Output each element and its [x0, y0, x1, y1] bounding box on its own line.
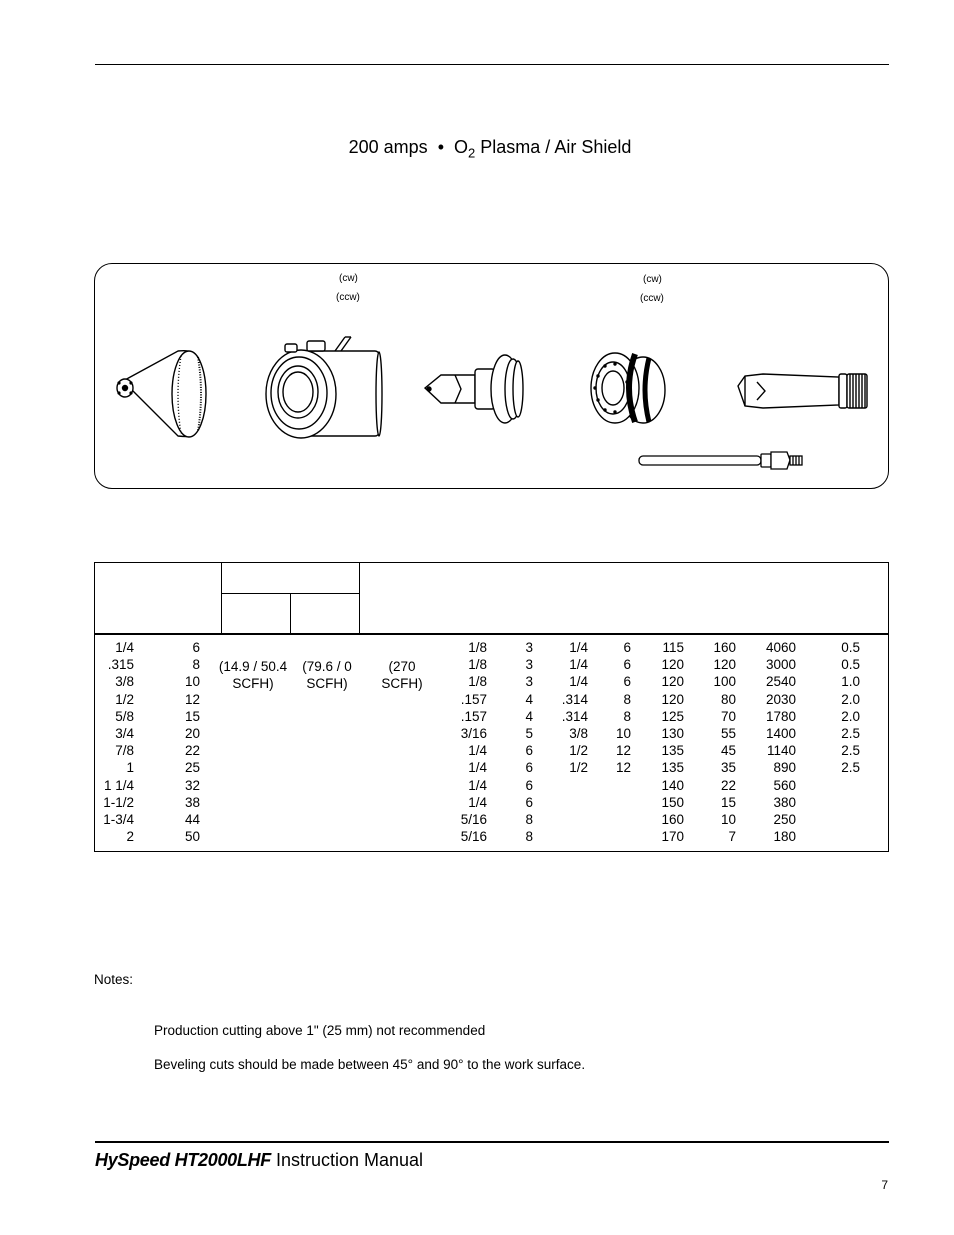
cell-arc-voltage: 160	[661, 812, 684, 827]
flow-note: (270 SCFH)	[381, 659, 423, 691]
cell-standoff-mm: 4	[525, 691, 533, 707]
table-row	[95, 743, 888, 760]
cell-arc-voltage: 150	[661, 794, 684, 810]
cell-standoff-in: 1/8	[468, 657, 487, 673]
cell-thickness-in: .315	[107, 657, 134, 673]
cell-distance-mm: 6	[623, 640, 631, 655]
table-row	[95, 829, 888, 846]
cell-standoff-in: 1/4	[468, 777, 487, 793]
cell-pierce-delay: 0.5	[841, 657, 860, 673]
cell-speed: 15	[720, 794, 736, 810]
cell-standoff-mm: 6	[525, 794, 533, 810]
table-row	[95, 778, 888, 795]
table-divider	[221, 593, 359, 594]
cell-thickness-in: 2	[126, 829, 134, 845]
cell-speed: 160	[713, 640, 736, 655]
cell-thickness-in: 1-3/4	[103, 812, 134, 827]
cell-standoff-in: .157	[460, 691, 487, 707]
cell-speed-mm: 1400	[765, 726, 796, 741]
cell-speed-mm: 890	[773, 760, 796, 776]
table-row	[95, 812, 888, 829]
shield-icon	[117, 351, 206, 437]
cell-arc-voltage: 130	[661, 726, 684, 741]
cell-pierce-delay: 0.5	[841, 640, 860, 655]
cell-speed: 45	[720, 743, 736, 759]
cell-standoff-in: 1/8	[468, 674, 487, 690]
header-rule	[95, 633, 888, 635]
table-divider	[290, 594, 291, 633]
cell-speed: 22	[720, 777, 736, 793]
cell-distance-mm: 8	[623, 691, 631, 707]
cell-thickness-in: 5/8	[115, 708, 134, 724]
cell-standoff-mm: 8	[525, 812, 533, 827]
cell-standoff-mm: 3	[525, 640, 533, 655]
note-item: Beveling cuts should be made between 45° and 90° to the work surface.	[154, 1057, 586, 1072]
footer-title	[95, 1150, 423, 1171]
page-number: 7	[881, 1178, 888, 1192]
water-tube-icon	[639, 452, 802, 469]
cell-pierce-delay: 1.0	[841, 674, 860, 690]
flow-note: (14.9 / 50.4 SCFH)	[218, 659, 288, 691]
cell-standoff-mm: 6	[525, 760, 533, 776]
cell-thickness-in: 1-1/2	[103, 794, 134, 810]
cell-standoff-mm: 8	[525, 829, 533, 845]
cell-arc-voltage: 115	[662, 640, 684, 655]
cell-pierce-delay: 2.0	[841, 691, 860, 707]
cell-thickness-in: 3/8	[115, 674, 134, 690]
table-divider	[221, 563, 222, 633]
rotation-label-ccw: (ccw)	[336, 292, 360, 303]
cell-thickness-mm: 12	[184, 691, 200, 707]
cell-speed-mm: 2030	[765, 691, 796, 707]
cell-thickness-in: 7/8	[115, 743, 134, 759]
cell-distance-in: 1/4	[569, 657, 588, 673]
cell-speed-mm: 180	[773, 829, 796, 845]
cell-standoff-in: 1/4	[468, 760, 487, 776]
cell-speed: 70	[720, 708, 736, 724]
table-divider	[359, 563, 360, 633]
cell-standoff-in: 1/8	[468, 640, 487, 655]
cell-speed-mm: 560	[773, 777, 796, 793]
cell-thickness-in: 1 1/4	[103, 777, 134, 793]
cell-speed-mm: 1140	[766, 743, 796, 759]
cell-distance-in: .314	[561, 708, 588, 724]
table-row	[95, 692, 888, 709]
cell-speed-mm: 250	[773, 812, 796, 827]
note-item: Production cutting above 1" (25 mm) not recommended	[154, 1023, 486, 1038]
electrode-icon	[738, 374, 867, 408]
table-row	[95, 657, 888, 674]
cell-pierce-delay: 2.5	[841, 760, 860, 776]
cell-standoff-mm: 6	[525, 743, 533, 759]
cell-standoff-in: 5/16	[460, 812, 487, 827]
cell-pierce-delay: 2.5	[841, 726, 860, 741]
cell-distance-mm: 6	[623, 674, 631, 690]
cell-arc-voltage: 125	[661, 708, 684, 724]
nozzle-icon	[425, 355, 523, 423]
page-title: 200 amps • $O_2$ Plasma / Air Shield	[348, 137, 632, 161]
cell-distance-in: 3/8	[569, 726, 588, 741]
cell-distance-mm: 6	[623, 657, 631, 673]
cell-thickness-in: 1	[126, 760, 134, 776]
cell-standoff-mm: 3	[525, 674, 533, 690]
cell-thickness-mm: 22	[184, 743, 200, 759]
cell-arc-voltage: 120	[661, 657, 684, 673]
cell-thickness-mm: 8	[192, 657, 200, 673]
cell-standoff-mm: 5	[525, 726, 533, 741]
consumables-panel	[94, 263, 889, 489]
notes-heading: Notes:	[94, 972, 134, 987]
cell-distance-in: .314	[561, 691, 588, 707]
cell-speed: 7	[728, 829, 736, 845]
top-rule	[95, 64, 889, 65]
cell-thickness-mm: 44	[184, 812, 200, 827]
cell-distance-mm: 8	[623, 708, 631, 724]
cell-distance-in: 1/4	[569, 640, 588, 655]
cell-speed: 55	[720, 726, 736, 741]
cell-pierce-delay: 2.0	[841, 708, 860, 724]
table-row	[95, 709, 888, 726]
cell-arc-voltage: 170	[661, 829, 684, 845]
cell-thickness-mm: 32	[184, 777, 200, 793]
rotation-label-cw: (cw)	[339, 273, 358, 284]
cell-speed-mm: 380	[773, 794, 796, 810]
cell-standoff-in: .157	[460, 708, 487, 724]
cell-distance-mm: 12	[615, 760, 631, 776]
cell-arc-voltage: 140	[661, 777, 684, 793]
retaining-cap-icon	[266, 337, 382, 438]
cell-thickness-mm: 10	[184, 674, 200, 690]
footer-rule	[95, 1141, 889, 1143]
cell-thickness-in: 1/2	[115, 691, 134, 707]
table-row	[95, 795, 888, 812]
cell-standoff-mm: 3	[525, 657, 533, 673]
cell-standoff-mm: 6	[525, 777, 533, 793]
cell-standoff-in: 5/16	[460, 829, 487, 845]
table-row	[95, 640, 888, 657]
cell-thickness-mm: 38	[184, 794, 200, 810]
cell-arc-voltage: 120	[661, 674, 684, 690]
cell-standoff-in: 1/4	[468, 794, 487, 810]
cell-arc-voltage: 120	[661, 691, 684, 707]
swirl-ring-icon	[591, 353, 665, 423]
table-row	[95, 726, 888, 743]
cell-speed-mm: 4060	[765, 640, 796, 655]
rotation-label-cw: (cw)	[643, 274, 662, 285]
cell-thickness-mm: 20	[184, 726, 200, 741]
cell-distance-in: 1/4	[569, 674, 588, 690]
cell-thickness-mm: 6	[192, 640, 200, 655]
cell-speed: 100	[713, 674, 736, 690]
flow-note: (79.6 / 0 SCFH)	[302, 659, 352, 691]
cell-thickness-mm: 25	[184, 760, 200, 776]
cell-pierce-delay: 2.5	[841, 743, 860, 759]
cell-thickness-in: 3/4	[115, 726, 134, 741]
cell-speed: 120	[713, 657, 736, 673]
manual-label: Instruction Manual	[270, 1150, 424, 1170]
cell-distance-mm: 10	[615, 726, 631, 741]
cell-thickness-mm: 15	[184, 708, 200, 724]
table-row	[95, 760, 888, 777]
cell-speed-mm: 3000	[765, 657, 796, 673]
cell-standoff-in: 3/16	[460, 726, 487, 741]
cell-speed: 10	[720, 812, 736, 827]
cell-distance-mm: 12	[615, 743, 631, 759]
cell-arc-voltage: 135	[661, 743, 684, 759]
cell-arc-voltage: 135	[661, 760, 684, 776]
cell-speed-mm: 1780	[765, 708, 796, 724]
cell-speed-mm: 2540	[765, 674, 796, 690]
cell-distance-in: 1/2	[569, 760, 588, 776]
product-name: HySpeed HT2000LHF	[95, 1150, 271, 1170]
cell-speed: 80	[720, 691, 736, 707]
cut-chart-table	[94, 562, 889, 852]
table-row	[95, 674, 888, 691]
cell-standoff-in: 1/4	[468, 743, 487, 759]
cell-standoff-mm: 4	[525, 708, 533, 724]
cell-thickness-in: 1/4	[115, 640, 134, 655]
cell-thickness-mm: 50	[184, 829, 200, 845]
rotation-label-ccw: (ccw)	[640, 293, 664, 304]
cell-speed: 35	[720, 760, 736, 776]
cell-distance-in: 1/2	[569, 743, 588, 759]
